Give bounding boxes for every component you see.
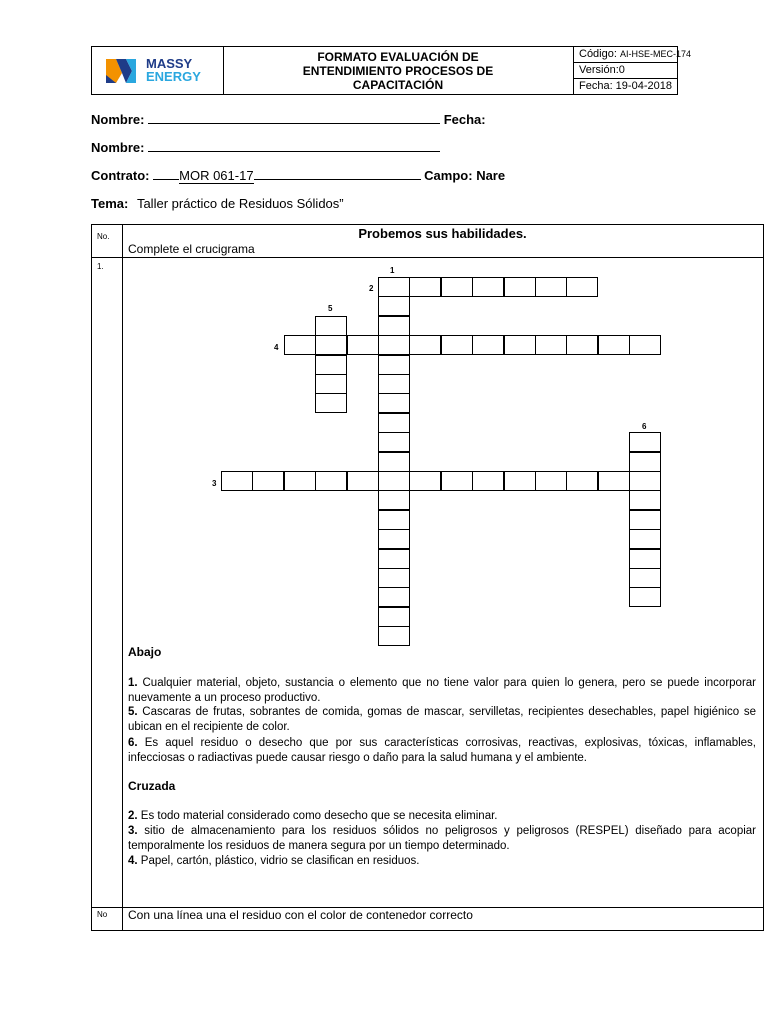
- crossword-cell[interactable]: [629, 471, 661, 491]
- tema-label: Tema:: [91, 196, 129, 211]
- logo-text-energy: ENERGY: [146, 69, 201, 84]
- document-title: [223, 47, 574, 94]
- clue-number-3: 3: [212, 479, 217, 488]
- crossword-cell[interactable]: [378, 316, 410, 336]
- clue-number-5: 5: [328, 304, 333, 313]
- row-divider-1: [92, 257, 763, 258]
- nombre-input-line[interactable]: [148, 112, 440, 124]
- down-clue-5-text: Cascaras de frutas, sobrantes de comida, gomas de mascar, servilletas, recipientes desechables, papel higiénico se ubican en el recipiente de color.: [128, 706, 756, 733]
- crossword-cell[interactable]: [504, 335, 536, 355]
- across-clue-2-text: Es todo material considerado como desecho que se necesita eliminar.: [137, 810, 498, 822]
- crossword-cell[interactable]: [378, 296, 410, 316]
- crossword-cell[interactable]: [441, 471, 473, 491]
- crossword-cell[interactable]: [535, 335, 567, 355]
- contrato-field: [91, 168, 505, 183]
- row1-number: 1.: [97, 262, 104, 271]
- crossword-cell[interactable]: [409, 277, 441, 297]
- crossword-cell[interactable]: [441, 277, 473, 297]
- clue-number-2: 2: [369, 284, 374, 293]
- crossword-cell[interactable]: [535, 471, 567, 491]
- crossword-cell[interactable]: [221, 471, 253, 491]
- crossword-cell[interactable]: [378, 355, 410, 375]
- crossword-cell[interactable]: [566, 277, 598, 297]
- across-clue-3-number: 3.: [128, 825, 138, 837]
- document-header: [91, 46, 691, 95]
- across-clue-4-text: Papel, cartón, plástico, vidrio se clasifican en residuos.: [137, 855, 420, 867]
- crossword-cell[interactable]: [504, 471, 536, 491]
- down-clue-5-number: 5.: [128, 706, 138, 718]
- down-clue-1-text: Cualquier material, objeto, sustancia o elemento que no tiene valor para quien lo genera, pero se puede incorporar nuevamente a un proceso productivo.: [128, 677, 756, 704]
- section-title: Probemos sus habilidades.: [358, 226, 527, 241]
- crossword-cell[interactable]: [629, 587, 661, 607]
- crossword-cell[interactable]: [347, 335, 379, 355]
- logo-cell: [92, 47, 224, 94]
- crossword-cell[interactable]: [378, 607, 410, 627]
- down-clue-6: [128, 736, 756, 766]
- contrato-value[interactable]: MOR 061-17: [179, 168, 254, 183]
- contrato-line-pre: [153, 168, 179, 180]
- crossword-cell[interactable]: [472, 471, 504, 491]
- version-row: Versión:0: [574, 63, 678, 79]
- clue-number-6: 6: [642, 422, 647, 431]
- crossword-cell[interactable]: [378, 626, 410, 646]
- crossword-cell[interactable]: [315, 316, 347, 336]
- crossword-cell[interactable]: [629, 335, 661, 355]
- down-heading: Abajo: [128, 645, 162, 659]
- crossword-cell[interactable]: [378, 374, 410, 394]
- crossword-cell[interactable]: [441, 335, 473, 355]
- crossword-cell[interactable]: [598, 471, 630, 491]
- crossword-cell[interactable]: [566, 471, 598, 491]
- title-line-1: FORMATO EVALUACIÓN DE: [317, 49, 479, 64]
- tema-field: [91, 196, 344, 211]
- crossword-cell[interactable]: [378, 432, 410, 452]
- crossword-cell[interactable]: [535, 277, 567, 297]
- down-clue-6-number: 6.: [128, 737, 138, 749]
- campo-label: Campo:: [424, 168, 473, 183]
- crossword-cell[interactable]: [378, 393, 410, 413]
- crossword-cell[interactable]: [378, 510, 410, 530]
- down-clue-5: [128, 705, 756, 735]
- crossword-cell[interactable]: [472, 335, 504, 355]
- code-row: [574, 47, 691, 63]
- document-meta: [574, 47, 691, 94]
- down-clue-6-text: Es aquel residuo o desecho que por sus características corrosivas, reactivas, explosivas, tóxicas, inflamables, infecciosas o radiactivas puede causar riesgo o daño para la salud humana y el ambiente.: [128, 737, 756, 764]
- across-clue-3-text: sitio de almacenamiento para los residuos sólidos no peligrosos y peligrosos (RESPEL) diseñado para acopiar temporalmente los residuos de manera segura por un tiempo determinado.: [128, 825, 756, 852]
- code-value: AI-HSE-MEC-174: [619, 49, 691, 59]
- row2-number: No: [97, 910, 108, 919]
- crossword-cell[interactable]: [378, 587, 410, 607]
- crossword-cell[interactable]: [252, 471, 284, 491]
- crossword-cell[interactable]: [598, 335, 630, 355]
- crossword-cell[interactable]: [284, 471, 316, 491]
- crossword-cell[interactable]: [629, 568, 661, 588]
- column-divider: [122, 225, 123, 930]
- crossword-cell[interactable]: [378, 413, 410, 433]
- across-clue-2-number: 2.: [128, 810, 138, 822]
- crossword-cell[interactable]: [347, 471, 379, 491]
- nombre-label: Nombre:: [91, 112, 145, 127]
- nombre2-field: [91, 140, 440, 155]
- crossword-cell[interactable]: [378, 335, 410, 355]
- across-clue-4: [128, 854, 756, 869]
- crossword-cell[interactable]: [378, 529, 410, 549]
- crossword-cell[interactable]: [378, 277, 410, 297]
- crossword-cell[interactable]: [315, 335, 347, 355]
- crossword-cell[interactable]: [284, 335, 316, 355]
- across-clue-3: [128, 824, 756, 854]
- crossword-cell[interactable]: [378, 490, 410, 510]
- clue-number-4: 4: [274, 343, 279, 352]
- crossword-cell[interactable]: [409, 471, 441, 491]
- col-no-header: No.: [97, 232, 110, 241]
- down-clue-1-number: 1.: [128, 677, 138, 689]
- contrato-label: Contrato:: [91, 168, 150, 183]
- down-clue-1: [128, 676, 756, 706]
- title-line-2: ENTENDIMIENTO PROCESOS DE: [302, 63, 494, 78]
- crossword-cell[interactable]: [315, 393, 347, 413]
- across-heading: Cruzada: [128, 779, 176, 793]
- tema-value: Taller práctico de Residuos Sólidos”: [136, 196, 344, 211]
- crossword-cell[interactable]: [315, 355, 347, 375]
- crossword-cell[interactable]: [504, 277, 536, 297]
- nombre2-input-line[interactable]: [148, 140, 440, 152]
- nombre2-label: Nombre:: [91, 140, 145, 155]
- instruction-text: Complete el crucigrama: [128, 242, 255, 256]
- contrato-line-post: [254, 168, 421, 180]
- logo-text-massy: MASSY: [146, 56, 193, 71]
- crossword-cell[interactable]: [409, 335, 441, 355]
- crossword-cell[interactable]: [629, 529, 661, 549]
- crossword-cell[interactable]: [629, 452, 661, 472]
- crossword-cell[interactable]: [629, 510, 661, 530]
- code-label: Código:: [579, 48, 617, 60]
- across-clue-2: [128, 809, 756, 824]
- across-clue-4-number: 4.: [128, 855, 138, 867]
- crossword-cell[interactable]: [629, 432, 661, 452]
- crossword-cell[interactable]: [378, 471, 410, 491]
- nombre-field: [91, 112, 486, 127]
- fecha-label: Fecha:: [443, 112, 486, 127]
- date-row: Fecha: 19-04-2018: [579, 80, 672, 92]
- crossword-cell[interactable]: [566, 335, 598, 355]
- crossword-cell[interactable]: [315, 471, 347, 491]
- crossword-cell[interactable]: [315, 374, 347, 394]
- crossword-cell[interactable]: [629, 549, 661, 569]
- row2-instruction: Con una línea una el residuo con el color de contenedor correcto: [128, 908, 473, 922]
- crossword-cell[interactable]: [629, 490, 661, 510]
- clue-number-1: 1: [390, 266, 395, 275]
- crossword-cell[interactable]: [378, 452, 410, 472]
- crossword-cell[interactable]: [378, 549, 410, 569]
- crossword-cell[interactable]: [378, 568, 410, 588]
- crossword-cell[interactable]: [472, 277, 504, 297]
- campo-value: Nare: [476, 168, 506, 183]
- title-line-3: CAPACITACIÓN: [352, 77, 444, 92]
